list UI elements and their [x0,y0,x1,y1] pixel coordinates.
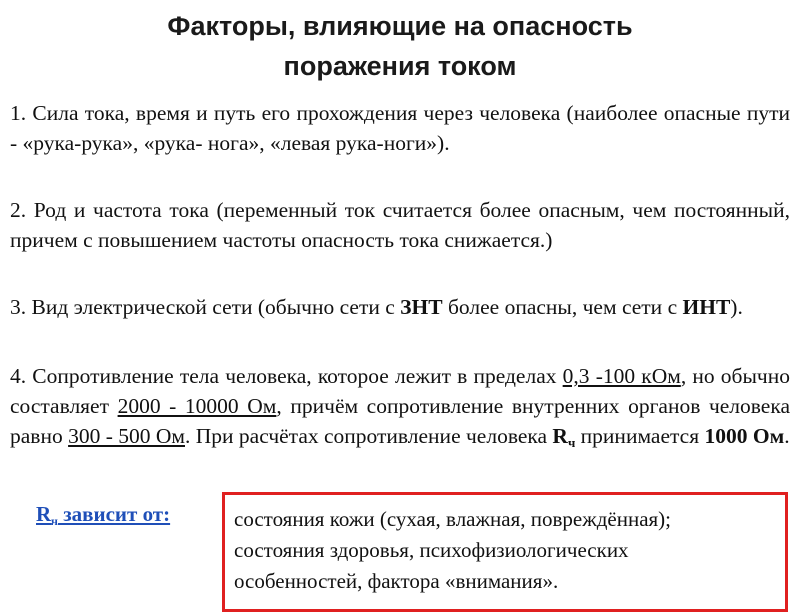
paragraph-4-text-d: . При расчётах сопротивление человека [185,424,553,448]
design-resistance-value: 1000 Ом [704,424,785,448]
resistance-typical-range: 2000 - 10000 Ом [117,394,277,418]
paragraph-4-text-f: . [784,424,790,448]
factor-paragraph-2 [10,195,790,255]
paragraph-3-text-a: 3. Вид электрической сети (обычно сети с [10,295,401,319]
title-line-2: поражения током [283,51,517,81]
depends-on-label [36,502,170,529]
resistance-factors-box [222,492,788,612]
internal-organs-resistance: 300 - 500 Ом [68,424,185,448]
depends-r-symbol: R [36,502,52,526]
slide-title [0,6,800,86]
paragraph-3-text-b: более опасны, чем сети с [442,295,683,319]
paragraph-3-text-c: ). [730,295,743,319]
factor-paragraph-1 [10,98,790,158]
paragraph-4-text-a: 4. Сопротивление тела человека, которое лежит в пределах [10,364,563,388]
paragraph-4-text-b: , но обычно составляет [10,364,790,418]
paragraph-2-text: 2. Род и частота тока (переменный ток считается более опасным, чем постоянный, причем с повышением частоты опасность тока снижается.) [10,198,790,252]
factor-health-condition: состояния здоровья, психофизиологических [234,538,629,562]
factor-skin-condition: состояния кожи (сухая, влажная, повреждённая); [234,507,672,531]
paragraph-1-text: 1. Сила тока, время и путь его прохождения через человека (наиболее опасные пути - «рука-рука», «рука- нога», «левая рука-ноги»). [10,101,790,155]
resistance-range-kohm: 0,3 -100 кОм [562,364,681,388]
title-line-1: Факторы, влияющие на опасность [167,11,633,41]
factor-paragraph-3 [10,292,790,322]
depends-r-subscript: ч [51,514,58,528]
factor-attention: особенностей, фактора «внимания». [234,569,559,593]
paragraph-4-text-c: , причём сопротивление внутренних органов человека равно [10,394,791,448]
r-subscript: ч [567,435,576,450]
factor-paragraph-4 [10,361,790,458]
r-symbol: R [552,424,568,448]
znt-term: ЗНТ [400,295,443,319]
depends-text: зависит от: [57,502,171,526]
int-term: ИНТ [682,295,731,319]
paragraph-4-text-e: принимается [575,424,705,448]
